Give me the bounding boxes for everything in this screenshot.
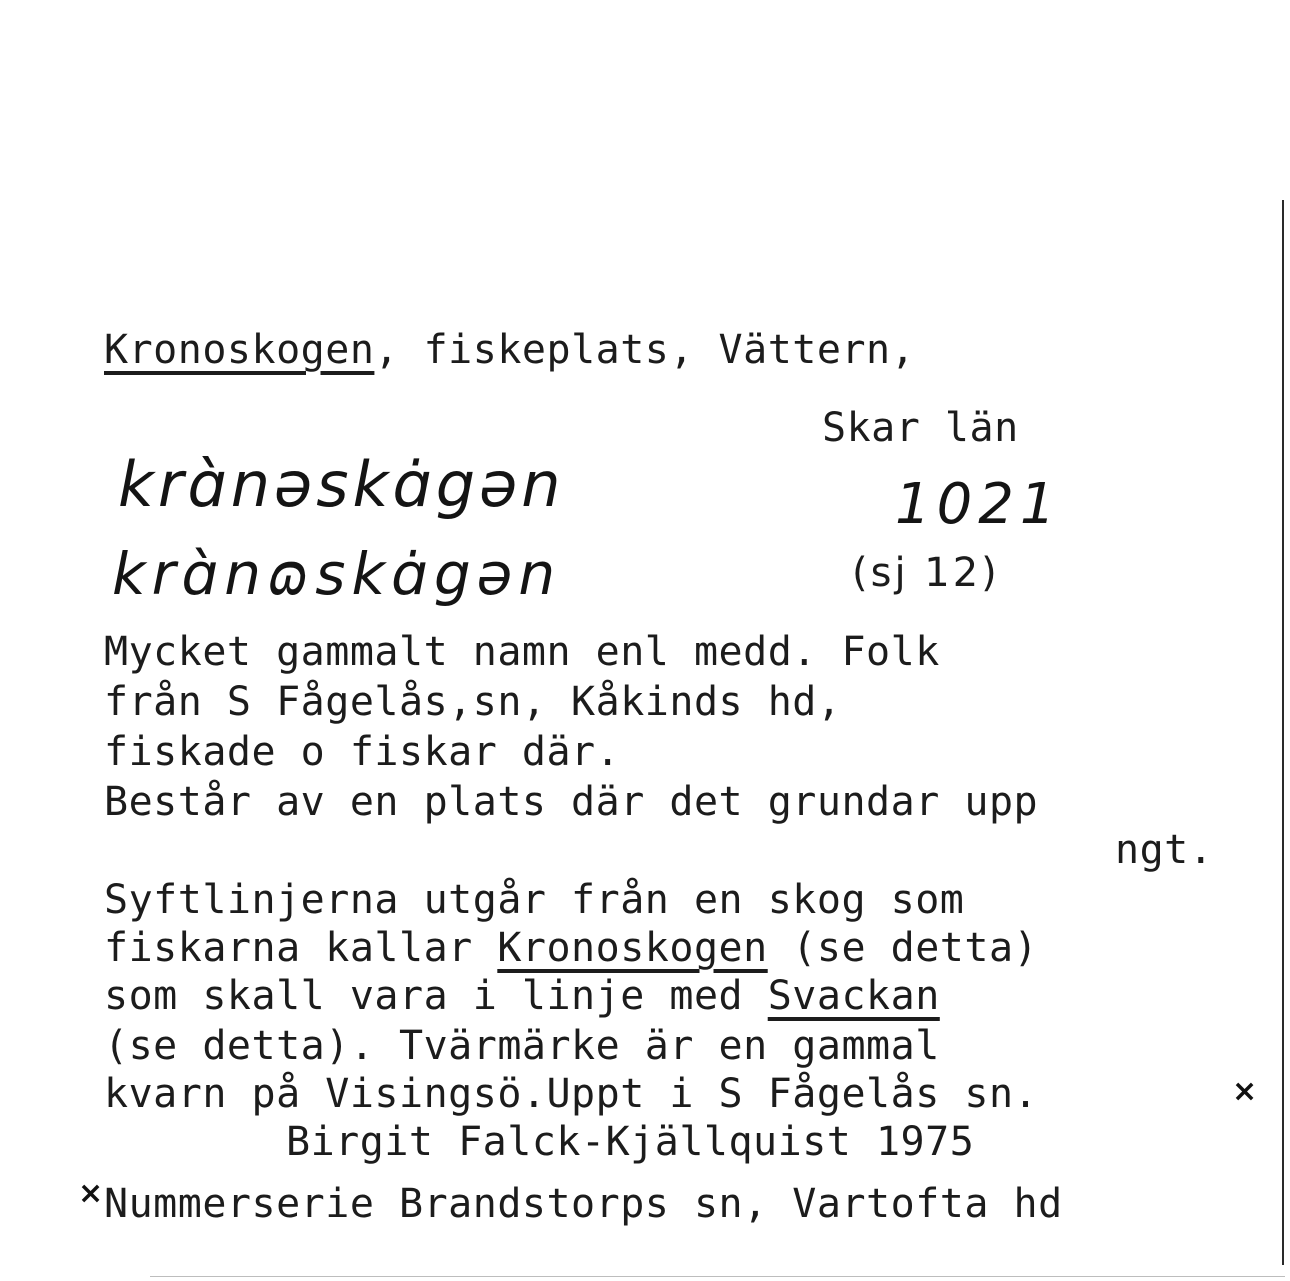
footnote-line: Nummerserie Brandstorps sn, Vartofta hd xyxy=(104,1181,1063,1227)
headline xyxy=(104,326,915,374)
body-line-kvarn: kvarn på Visingsö.Uppt i S Fågelås sn. xyxy=(104,1071,1039,1117)
body-line-4: Består av en plats där det grundar upp xyxy=(104,779,1039,825)
cross-ref-svackan: Svackan xyxy=(767,973,940,1019)
body-line-6: Syftlinjerna utgår från en skog som xyxy=(104,877,965,923)
cross-ref-kronoskogen: Kronoskogen xyxy=(497,925,768,971)
body-line-fiskarna xyxy=(104,924,1038,972)
card-bottom-edge xyxy=(150,1276,1285,1277)
body-line-5: ngt. xyxy=(1115,827,1214,873)
headword: Kronoskogen xyxy=(104,327,375,373)
phonetic-transcription-2: krɑ̀nɷskɑ̇gən xyxy=(112,540,562,608)
headline-rest: , fiskeplats, Vättern, xyxy=(374,327,916,373)
phonetic-transcription-1: krɑ̀nəskɑ̇gən xyxy=(118,448,565,521)
body-line-2: från S Fågelås,sn, Kåkinds hd, xyxy=(104,679,842,725)
footnote-marker-lower: × xyxy=(78,1176,104,1211)
recorder-line: Birgit Falck-Kjällquist 1975 xyxy=(286,1119,975,1165)
sj-reference: (sj 12) xyxy=(852,550,1000,596)
county: Skar län xyxy=(822,405,1019,451)
body-line-se-detta: (se detta). Tvärmärke är en gammal xyxy=(104,1023,940,1069)
footnote-marker-upper: × xyxy=(1232,1074,1258,1109)
body-line-3: fiskade o fiskar där. xyxy=(104,729,621,775)
handwritten-number: 1021 xyxy=(895,472,1062,537)
fiskarna-post: (se detta) xyxy=(767,925,1039,971)
som-pre: som skall vara i linje med xyxy=(104,973,768,1019)
card-right-edge xyxy=(1282,200,1284,1265)
body-line-som xyxy=(104,972,940,1020)
body-line-1: Mycket gammalt namn enl medd. Folk xyxy=(104,629,940,675)
fiskarna-pre: fiskarna kallar xyxy=(104,925,498,971)
